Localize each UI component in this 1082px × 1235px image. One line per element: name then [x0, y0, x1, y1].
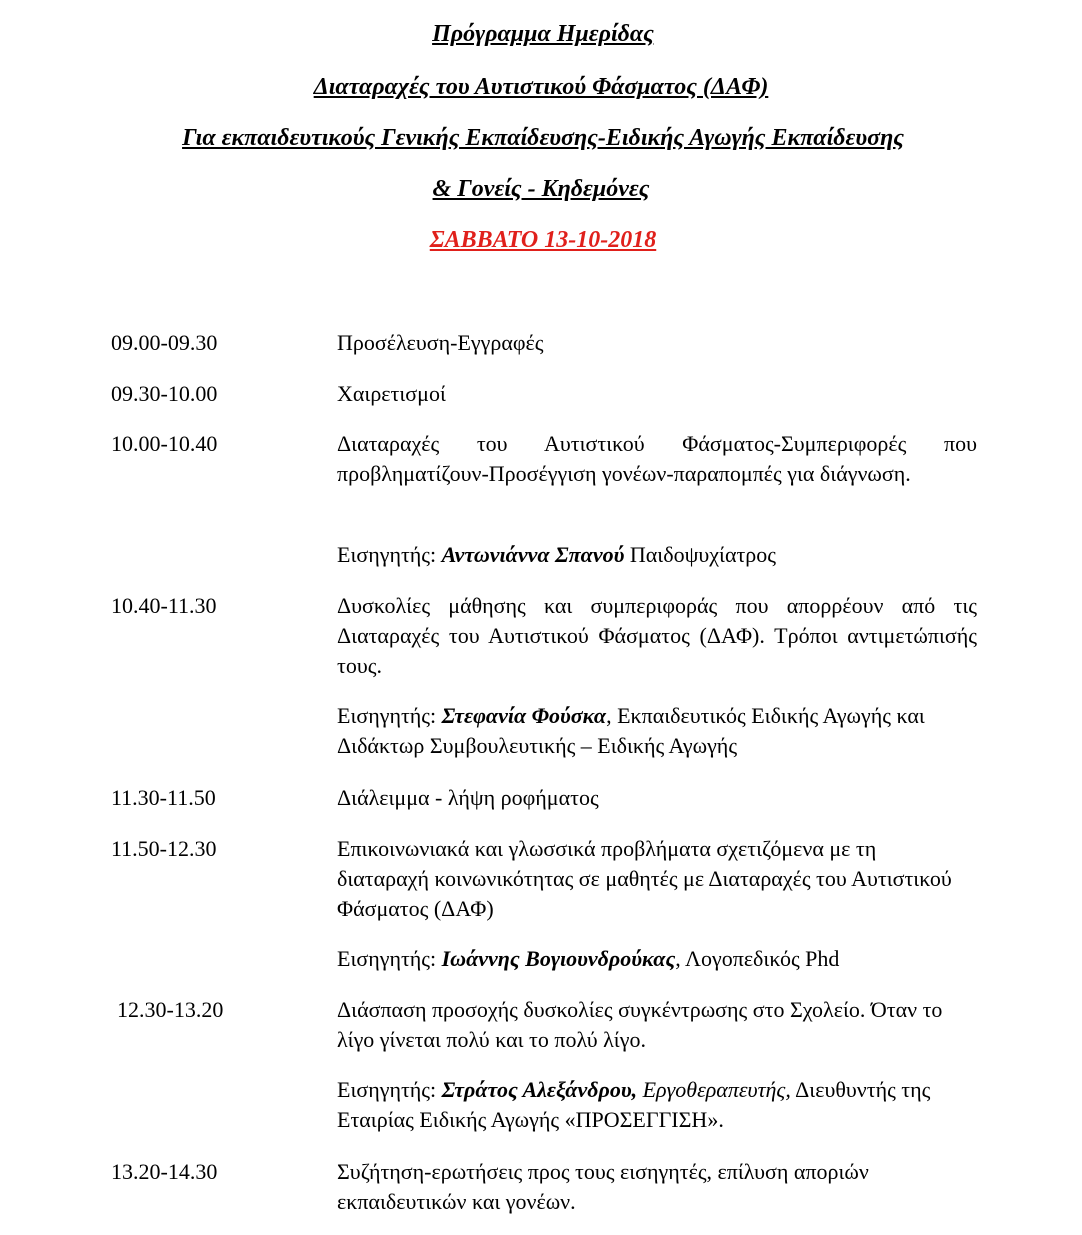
schedule-time: 10.00-10.40	[111, 431, 218, 456]
schedule-speaker	[337, 540, 977, 570]
speaker-label: Εισηγητής:	[337, 542, 442, 567]
schedule-topic: Διάλειμμα - λήψη ροφήματος	[337, 785, 599, 810]
schedule-speaker	[337, 944, 977, 974]
schedule-time: 09.00-09.30	[111, 330, 218, 355]
schedule-time: 10.40-11.30	[111, 593, 217, 618]
schedule-topic: Διάσπαση προσοχής δυσκολίες συγκέντρωσης στο Σχολείο. Όταν το λίγο γίνεται πολύ και το πολύ λίγο.	[337, 997, 943, 1052]
schedule-time: 11.30-11.50	[111, 785, 216, 810]
event-date: ΣΑΒΒΑΤΟ 13-10-2018	[429, 227, 657, 253]
audience-line-2: & Γονείς - Κηδεμόνες	[432, 176, 650, 202]
speaker-role: , Λογοπεδικός Phd	[675, 946, 840, 971]
schedule-topic: Προσέλευση-Εγγραφές	[337, 330, 544, 355]
speaker-role: , Εκπαιδευτικός Ειδικής Αγωγής και Διδάκτωρ Συμβουλευτικής – Ειδικής Αγωγής	[337, 703, 925, 758]
schedule-topic: Διαταραχές του Αυτιστικού Φάσματος-Συμπεριφορές που προβληματίζουν-Προσέγγιση γονέων-παραπομπές για διάγνωση.	[337, 431, 977, 486]
schedule-topic: Χαιρετισμοί	[337, 381, 446, 406]
schedule-time: 12.30-13.20	[117, 997, 224, 1022]
speaker-name: Ιωάννης Βογιουνδρούκας	[441, 946, 676, 971]
speaker-role-italic: Εργοθεραπευτής,	[637, 1077, 791, 1102]
schedule-topic: Συζήτηση-ερωτήσεις προς τους εισηγητές, επίλυση αποριών εκπαιδευτικών και γονέων.	[337, 1159, 869, 1214]
speaker-label: Εισηγητής:	[337, 703, 442, 728]
event-subtitle: Διαταραχές του Αυτιστικού Φάσματος (ΔΑΦ)	[313, 74, 769, 100]
speaker-name: Στεφανία Φούσκα	[441, 703, 607, 728]
page-title: Πρόγραμμα Ημερίδας	[432, 21, 654, 47]
audience-line-1: Για εκπαιδευτικούς Γενικής Εκπαίδευσης-Ειδικής Αγωγής Εκπαίδευσης	[182, 125, 904, 151]
speaker-name: Στράτος Αλεξάνδρου,	[441, 1077, 638, 1102]
speaker-label: Εισηγητής:	[337, 946, 442, 971]
schedule-speaker	[337, 1075, 957, 1135]
schedule-topic: Επικοινωνιακά και γλωσσικά προβλήματα σχετιζόμενα με τη διαταραχή κοινωνικότητας σε μαθητές με Διαταραχές του Αυτιστικού Φάσματος (ΔΑΦ)	[337, 836, 952, 921]
schedule-time: 13.20-14.30	[111, 1159, 218, 1184]
schedule-speaker	[337, 701, 937, 761]
schedule-time: 11.50-12.30	[111, 836, 217, 861]
speaker-name: Αντωνιάννα Σπανού	[441, 542, 625, 567]
schedule-time: 09.30-10.00	[111, 381, 218, 406]
speaker-role: Παιδοψυχίατρος	[624, 542, 776, 567]
speaker-role: Διευθυντής της Εταιρίας Ειδικής Αγωγής «ΠΡΟΣΕΓΓΙΣΗ».	[337, 1077, 931, 1132]
schedule-topic: Δυσκολίες μάθησης και συμπεριφοράς που απορρέουν από τις Διαταραχές του Αυτιστικού Φάσματος (ΔΑΦ). Τρόποι αντιμετώπισής τους.	[337, 593, 977, 678]
speaker-label: Εισηγητής:	[337, 1077, 442, 1102]
